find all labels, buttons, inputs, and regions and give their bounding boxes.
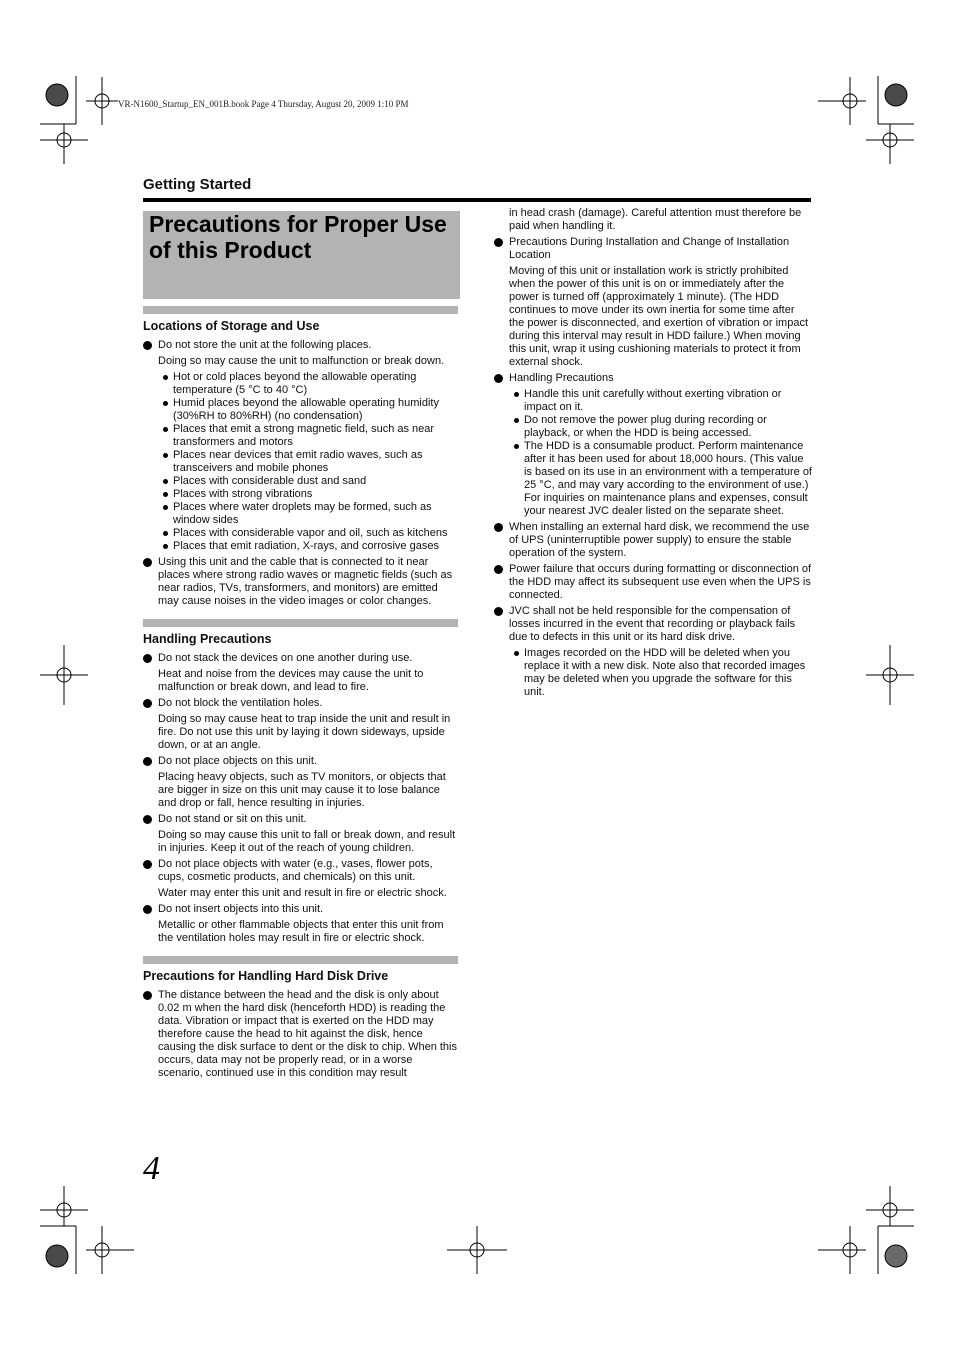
sub-list-item: Do not remove the power plug during recording or playback, or when the HDD is being accessed. [494,414,812,440]
sub-list-item: Handle this unit carefully without exerting vibration or impact on it. [494,388,812,414]
list-item: Do not stand or sit on this unit. [143,813,460,826]
section-header: Getting Started [143,176,252,193]
page-number: 4 [143,1150,160,1187]
list-item: JVC shall not be held responsible for the compensation of losses incurred in the event that recording or playback fails due to defects in this unit or its hard disk drive. [494,605,812,644]
list-item: Precautions During Installation and Change of Installation Location [494,236,812,262]
list-item: Do not insert objects into this unit. [143,903,460,916]
sub-list-item: Places with strong vibrations [143,488,460,501]
list-item: Handling Precautions [494,372,812,385]
page-title: Precautions for Proper Use of this Product [149,211,447,263]
sub-list-item: Hot or cold places beyond the allowable operating temperature (5 °C to 40 °C) [143,371,460,397]
list-item: Do not block the ventilation holes. [143,697,460,710]
list-item: When installing an external hard disk, we recommend the use of UPS (uninterruptible power supply) to ensure the stable operation of the system. [494,521,812,560]
list-item: Do not store the unit at the following places. [143,339,460,352]
sub-list-item: Places with considerable dust and sand [143,475,460,488]
list-item-continued: in head crash (damage). Careful attention must therefore be paid when handling it. [509,207,802,232]
list-item: Power failure that occurs during formatting or disconnection of the HDD may affect its subsequent use even when the UPS is connected. [494,563,812,602]
hdd-heading: Precautions for Handling Hard Disk Drive [143,969,389,983]
sub-list-item: Images recorded on the HDD will be deleted when you replace it with a new disk. Note also that recorded images may be deleted when you upgrade the software for this unit. [494,647,812,699]
list-item-desc: Doing so may cause heat to trap inside the unit and result in fire. Do not use this unit by laying it down sideways, upside down, or at an angle. [158,713,451,751]
list-item: Using this unit and the cable that is connected to it near places where strong radio waves or magnetic fields (such as near radios, TVs, transformers, and monitors) are emitted may cause noises in the video images or color changes. [143,556,460,608]
list-item-desc: Water may enter this unit and result in fire or electric shock. [158,887,447,899]
list-item: The distance between the head and the disk is only about 0.02 m when the hard disk (henceforth HDD) is reading the data. Vibration or impact that is exerted on the HDD may therefore cause the head to hit against the disk, hence causing the disk surface to dent or the disk to chip. When this occurs, data may not be properly read, or in a worse scenario, continued use in this condition may result [143,989,460,1080]
subsection-bar [143,956,458,964]
list-item-desc: Doing so may cause this unit to fall or break down, and result in injuries. Keep it out of the reach of young children. [158,829,456,854]
sub-list-item: Places where water droplets may be formed, such as window sides [143,501,460,527]
list-item: Do not place objects with water (e.g., vases, flower pots, cups, cosmetic products, and chemicals) on this unit. [143,858,460,884]
title-box [143,211,460,299]
sub-list-item: Places with considerable vapor and oil, such as kitchens [143,527,460,540]
list-item-desc: Moving of this unit or installation work is strictly prohibited when the power of this unit is on or immediately after the power is turned off (approximately 1 minute). (The HDD continues to move under its own inertia for some time after the power is disconnected, and exertion of vibration or impact during this interval may result in HDD failure.) When moving this unit, wrap it using cushioning materials to protect it from external shock. [509,265,808,368]
subsection-bar [143,619,458,627]
print-slug: VR-N1600_Startup_EN_001B.book Page 4 Thursday, August 20, 2009 1:10 PM [118,99,409,109]
list-item-desc: Heat and noise from the devices may cause the unit to malfunction or break down, and lead to fire. [158,668,424,693]
list-item-desc: Doing so may cause the unit to malfunction or break down. [158,355,445,367]
sub-list-item: Places that emit radiation, X-rays, and corrosive gases [143,540,460,553]
storage-heading: Locations of Storage and Use [143,319,320,333]
list-item-desc: Placing heavy objects, such as TV monitors, or objects that are bigger in size on this unit may cause it to lose balance and drop or fall, hence resulting in injuries. [158,771,446,809]
sub-list-item: The HDD is a consumable product. Perform maintenance after it has been used for about 18,000 hours. (This value is based on its use in an environment with a temperature of 25 °C, and may vary according to the environment of use.) For inquiries on maintenance plans and expenses, consult your nearest JVC dealer listed on the separate sheet. [494,440,812,518]
list-item: Do not stack the devices on one another during use. [143,652,460,665]
handling-heading: Handling Precautions [143,632,272,646]
right-column [494,207,812,699]
sub-list-item: Humid places beyond the allowable operating humidity (30%RH to 80%RH) (no condensation) [143,397,460,423]
list-item-desc: Metallic or other flammable objects that enter this unit from the ventilation holes may result in fire or electric shock. [158,919,444,944]
header-rule [143,198,811,202]
sub-list-item: Places that emit a strong magnetic field, such as near transformers and motors [143,423,460,449]
subsection-bar [143,306,458,314]
left-column [143,306,460,1083]
sub-list-item: Places near devices that emit radio waves, such as transceivers and mobile phones [143,449,460,475]
list-item: Do not place objects on this unit. [143,755,460,768]
